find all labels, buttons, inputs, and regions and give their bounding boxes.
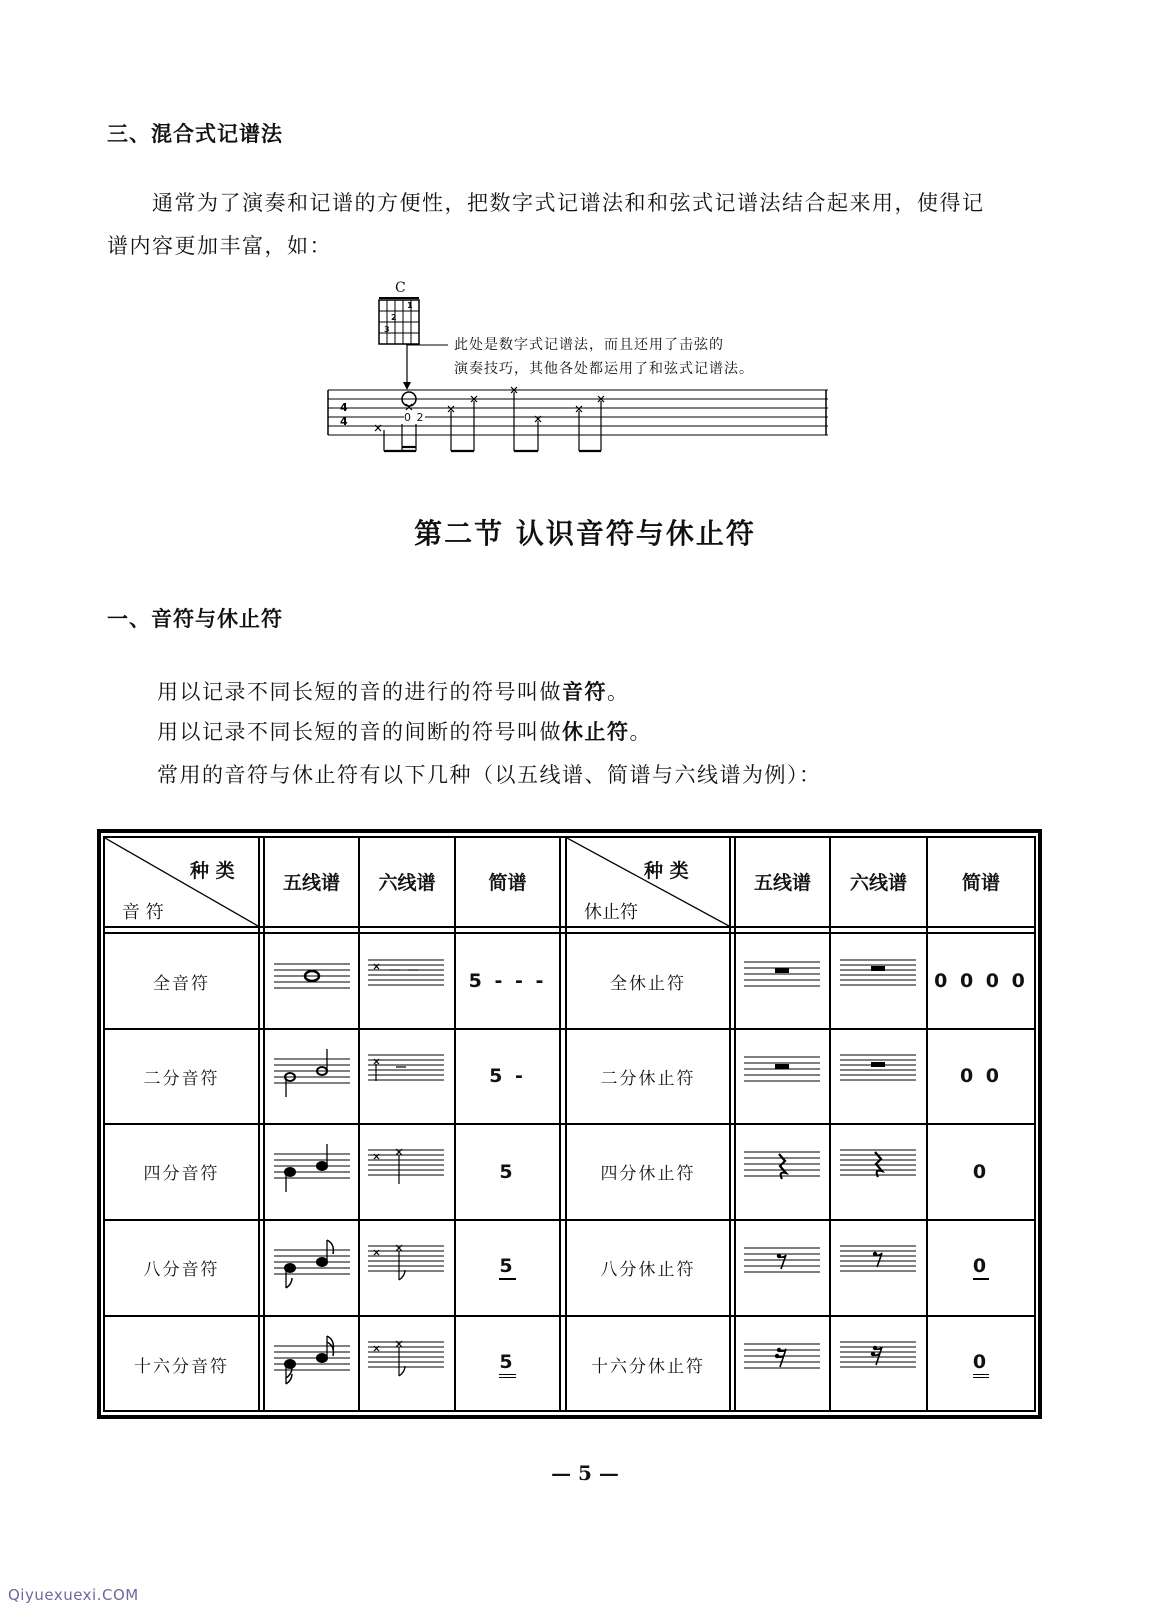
rest-staff-symbol — [742, 1146, 822, 1196]
definition-punct: 。 — [629, 720, 652, 744]
mixed-notation-diagram — [318, 278, 838, 458]
note-tab-symbol — [366, 956, 446, 1006]
chord-finger-2: 2 — [391, 313, 397, 322]
note-staff-symbol — [272, 1047, 352, 1107]
rest-jianpu-text: 0 — [973, 1351, 989, 1378]
corner-label-kind: 种 类 — [644, 860, 689, 882]
rest-staff-symbol — [742, 1242, 822, 1292]
paragraph-line: 谱内容更加丰富，如： — [107, 234, 332, 258]
rest-name — [567, 1316, 729, 1412]
note-jianpu-text: 5 — [499, 1255, 515, 1280]
note-jianpu — [456, 1220, 559, 1315]
rest-jianpu-text: 0 0 — [959, 1065, 1003, 1087]
section-heading: 三、混合式记谱法 — [107, 122, 283, 146]
page-title: 第二节 认识音符与休止符 — [414, 517, 756, 550]
rest-tab-symbol — [838, 1051, 918, 1101]
rest-jianpu — [928, 1029, 1034, 1123]
definition-text: 用以记录不同长短的音的间断的符号叫做 — [157, 720, 562, 744]
rest-tab-symbol — [838, 1242, 918, 1292]
definition-punct: 。 — [607, 680, 630, 704]
col-header-staff: 五线谱 — [282, 871, 340, 894]
note-staff-symbol — [272, 1238, 352, 1298]
intro-line: 常用的音符与休止符有以下几种（以五线谱、简谱与六线谱为例）： — [157, 763, 822, 787]
table-divider — [103, 926, 1036, 928]
note-jianpu — [456, 1029, 559, 1123]
rest-name — [567, 1124, 729, 1219]
subsection-heading: 一、音符与休止符 — [107, 607, 283, 631]
definition-line — [157, 716, 652, 746]
note-jianpu-text: 5 - - - — [468, 970, 547, 992]
note-name-text: 二分音符 — [143, 1068, 220, 1089]
note-name-text: 四分音符 — [143, 1164, 220, 1184]
note-name — [105, 1124, 258, 1219]
corner-label-notes: 音 符 — [122, 902, 164, 923]
note-staff-symbol — [272, 1142, 352, 1202]
note-name — [105, 1220, 258, 1315]
note-staff-symbol — [272, 952, 352, 1012]
svg-text:4: 4 — [340, 415, 348, 428]
note-name-text: 全音符 — [153, 973, 210, 994]
note-tab-symbol — [366, 1146, 446, 1196]
note-tab-symbol — [366, 1242, 446, 1292]
corner-label-rests: 休止符 — [584, 902, 638, 923]
page-number: — 5 — — [551, 1461, 619, 1485]
note-tab-symbol — [366, 1051, 446, 1101]
rest-tab-symbol — [838, 1338, 918, 1388]
note-jianpu — [456, 1124, 559, 1219]
col-header-staff: 五线谱 — [753, 871, 811, 894]
note-jianpu — [456, 1316, 559, 1412]
rest-name-text: 四分休止符 — [600, 1164, 696, 1184]
rest-name-text: 八分休止符 — [600, 1260, 696, 1280]
col-header-jianpu: 简谱 — [961, 871, 1000, 894]
note-jianpu-text: 5 — [499, 1160, 516, 1183]
note-jianpu — [456, 934, 559, 1028]
rest-name-text: 全休止符 — [610, 973, 686, 994]
note-tab-symbol — [366, 1338, 446, 1388]
rest-staff-symbol — [742, 956, 822, 1006]
rest-jianpu-text: 0 0 0 0 — [934, 970, 1028, 992]
note-name — [105, 1316, 258, 1412]
corner-label-kind: 种 类 — [190, 860, 235, 882]
rest-staff-symbol — [742, 1051, 822, 1101]
rest-jianpu-text: 0 — [973, 1255, 989, 1280]
col-header-tab: 六线谱 — [378, 871, 436, 894]
note-jianpu-text: 5 - — [489, 1065, 526, 1087]
definition-text: 用以记录不同长短的音的进行的符号叫做 — [157, 680, 562, 704]
rest-name — [567, 1220, 729, 1315]
chord-finger-1: 1 — [407, 301, 413, 310]
definition-line — [157, 676, 630, 706]
note-name-text: 十六分音符 — [134, 1356, 229, 1377]
term-note: 音符 — [562, 680, 607, 704]
rest-tab-symbol — [838, 1146, 918, 1196]
rest-name-text: 二分休止符 — [600, 1068, 696, 1089]
col-header-jianpu: 简谱 — [488, 871, 527, 894]
svg-text:4: 4 — [340, 401, 348, 414]
rest-name — [567, 934, 729, 1028]
rest-staff-symbol — [742, 1338, 822, 1388]
callout-text: 此处是数字式记谱法，而且还用了击弦的 — [454, 337, 724, 353]
rest-name-text: 十六分休止符 — [591, 1356, 705, 1377]
note-name-text: 八分音符 — [143, 1260, 220, 1280]
chord-name: C — [395, 280, 406, 296]
rest-jianpu — [928, 1220, 1034, 1315]
tab-fret-numbers: 0 2 — [404, 411, 425, 424]
paragraph-line: 通常为了演奏和记谱的方便性，把数字式记谱法和和弦式记谱法结合起来用，使得记 — [152, 191, 985, 215]
rest-jianpu — [928, 934, 1034, 1028]
rest-jianpu — [928, 1124, 1034, 1219]
note-name — [105, 934, 258, 1028]
note-jianpu-text: 5 — [499, 1351, 515, 1378]
term-rest: 休止符 — [562, 720, 630, 744]
watermark: Qiyuexuexi.COM — [8, 1586, 139, 1604]
note-staff-symbol — [272, 1334, 352, 1394]
rest-tab-symbol — [838, 956, 918, 1006]
callout-text: 演奏技巧，其他各处都运用了和弦式记谱法。 — [454, 361, 754, 377]
rest-jianpu-text: 0 — [972, 1160, 990, 1183]
col-header-tab: 六线谱 — [849, 871, 907, 894]
chord-finger-3: 3 — [384, 325, 390, 334]
rest-jianpu — [928, 1316, 1034, 1412]
rest-name — [567, 1029, 729, 1123]
note-name — [105, 1029, 258, 1123]
